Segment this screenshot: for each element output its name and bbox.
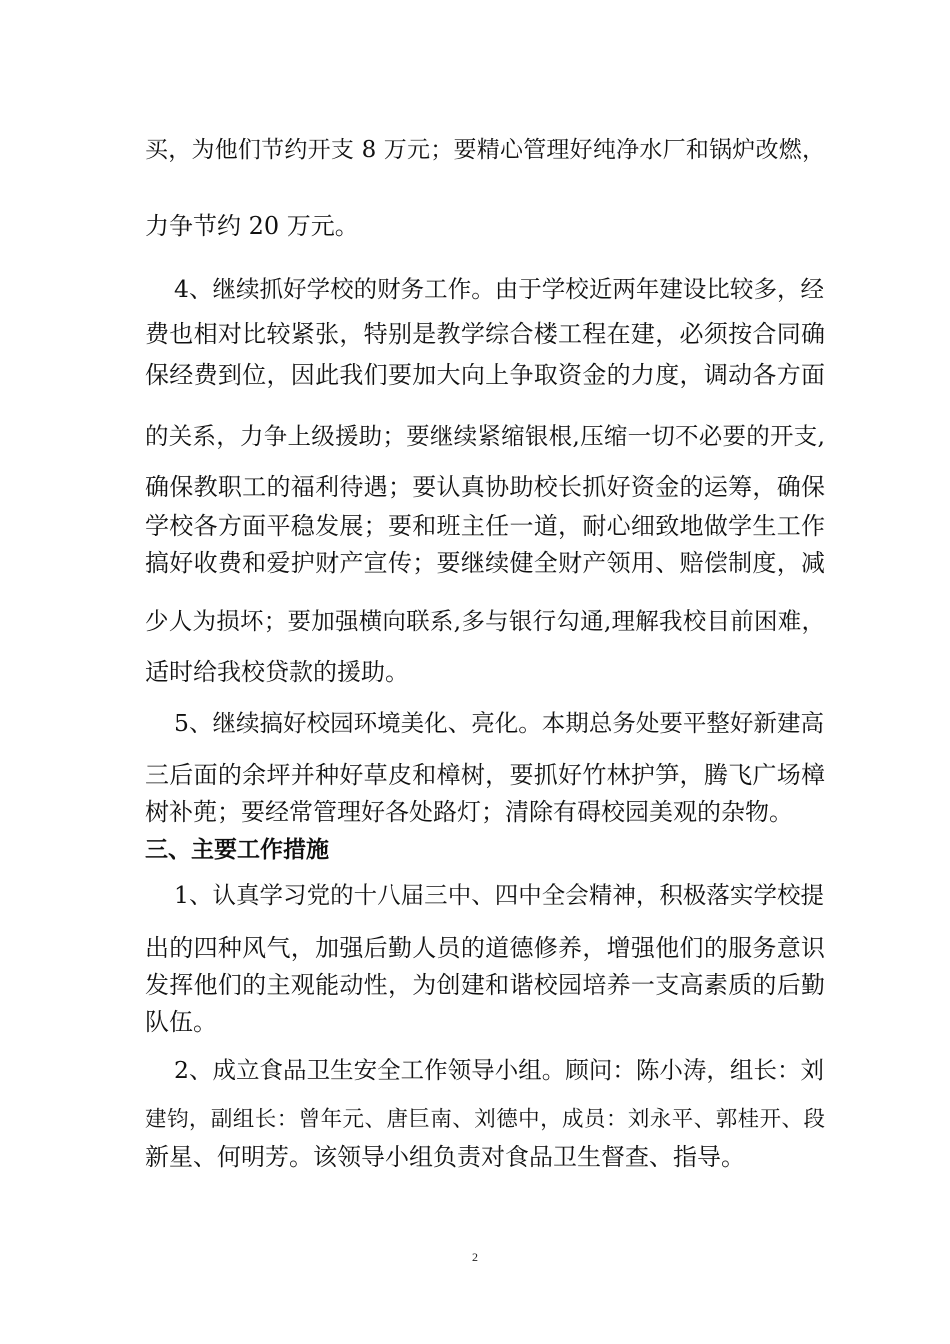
text-line: 确保教职工的福利待遇；要认真协助校长抓好资金的运筹，确保 bbox=[145, 473, 825, 501]
text-line: 5、继续搞好校园环境美化、亮化。本期总务处要平整好新建高 bbox=[174, 709, 824, 737]
text-line: 的关系，力争上级援助；要继续紧缩银根,压缩一切不必要的开支, bbox=[145, 422, 825, 450]
text-line: 费也相对比较紧张，特别是教学综合楼工程在建，必须按合同确 bbox=[145, 320, 825, 348]
text-line: 学校各方面平稳发展；要和班主任一道，耐心细致地做学生工作 bbox=[145, 512, 825, 540]
text-line: 买，为他们节约开支 8 万元；要精心管理好纯净水厂和锅炉改燃， bbox=[145, 137, 825, 163]
text-line: 新星、何明芳。该领导小组负责对食品卫生督查、指导。 bbox=[145, 1143, 745, 1171]
text-line: 出的四种风气，加强后勤人员的道德修养，增强他们的服务意识 bbox=[145, 934, 825, 962]
text-line: 建钧，副组长：曾年元、唐巨南、刘德中，成员：刘永平、郭桂开、段 bbox=[145, 1107, 825, 1132]
text-line: 三后面的余坪并种好草皮和樟树，要抓好竹林护笋，腾飞广场樟 bbox=[145, 761, 825, 789]
text-line: 1、认真学习党的十八届三中、四中全会精神，积极落实学校提 bbox=[174, 881, 824, 909]
text-line: 队伍。 bbox=[145, 1008, 217, 1036]
text-line: 搞好收费和爱护财产宣传；要继续健全财产领用、赔偿制度，减 bbox=[145, 549, 825, 577]
text-line: 2、成立食品卫生安全工作领导小组。顾问：陈小涛，组长：刘 bbox=[174, 1056, 824, 1084]
text-line: 力争节约 20 万元。 bbox=[145, 212, 359, 240]
text-line: 少人为损坏；要加强横向联系,多与银行勾通,理解我校目前困难， bbox=[145, 607, 825, 635]
section-heading: 三、主要工作措施 bbox=[145, 837, 329, 863]
text-line: 树补蔸；要经常管理好各处路灯；清除有碍校园美观的杂物。 bbox=[145, 798, 793, 826]
text-line: 适时给我校贷款的援助。 bbox=[145, 658, 409, 686]
text-line: 保经费到位，因此我们要加大向上争取资金的力度，调动各方面 bbox=[145, 361, 825, 389]
text-line: 4、继续抓好学校的财务工作。由于学校近两年建设比较多，经 bbox=[174, 275, 824, 303]
page-number: 2 bbox=[472, 1250, 478, 1264]
text-line: 发挥他们的主观能动性，为创建和谐校园培养一支高素质的后勤 bbox=[145, 971, 825, 999]
